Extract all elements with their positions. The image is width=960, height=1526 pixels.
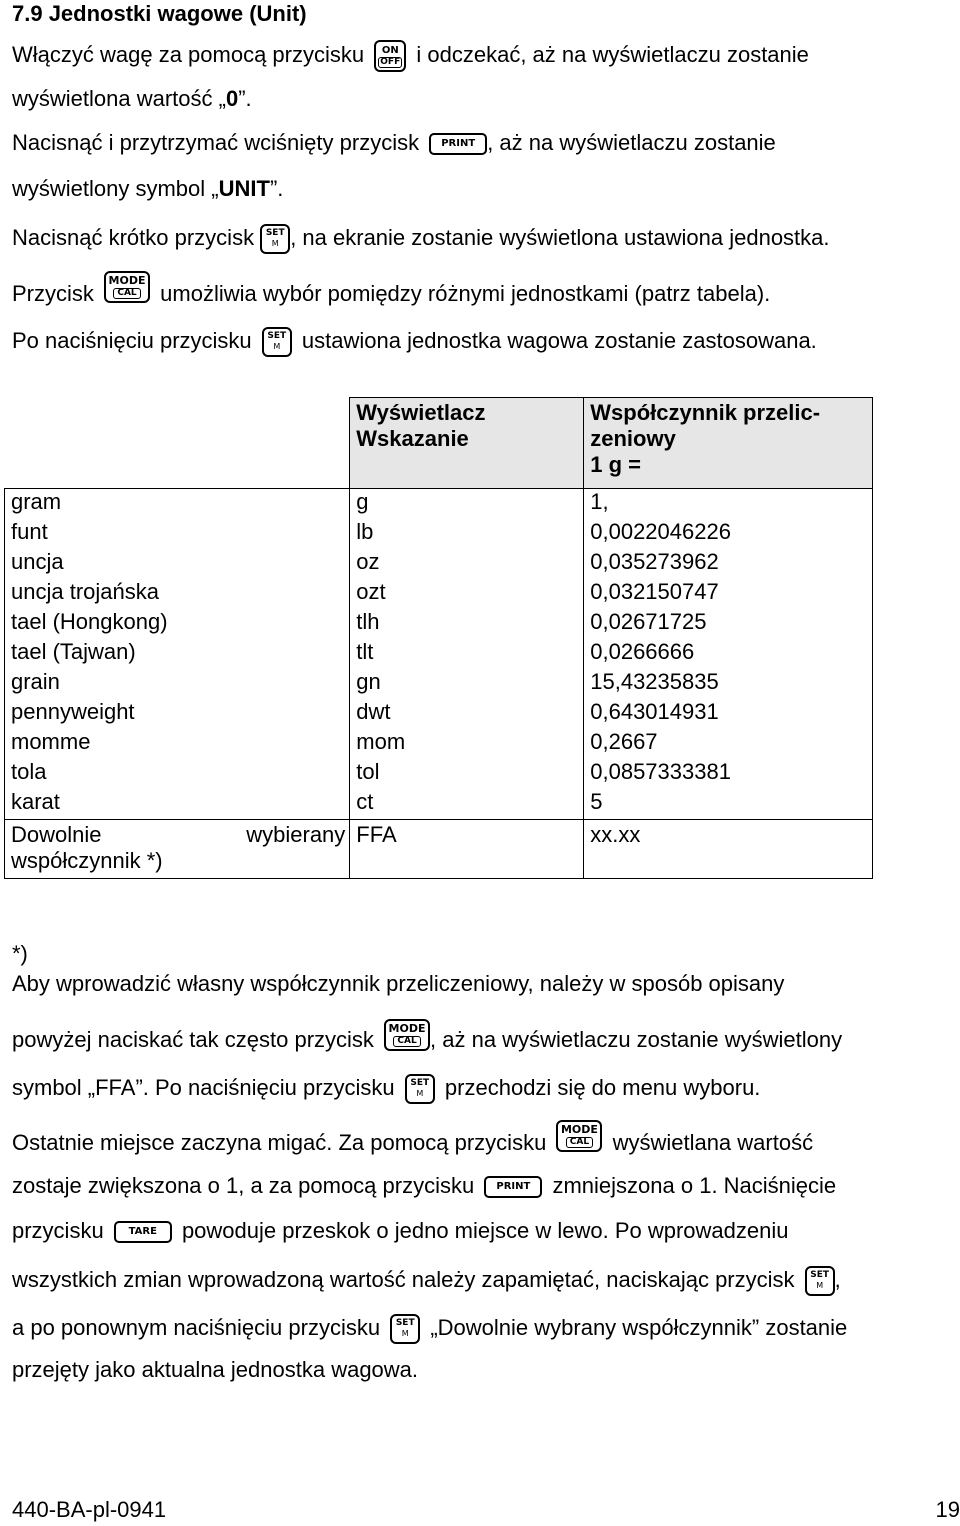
table-row: [5, 699, 873, 729]
note-text: powoduje przeskok o jedno miejsce w lewo. Po wprowadzeniu: [181, 1218, 789, 1243]
header-factor-unit: 1 g =: [590, 452, 641, 477]
intro-line-2: [12, 86, 252, 112]
cell-name: karat: [5, 789, 350, 820]
note-text: wszystkich zmian wprowadzoną wartość należy zapamiętać, naciskając przycisk: [12, 1266, 795, 1292]
note-line-1: Aby wprowadzić własny współczynnik przeliczeniowy, należy w sposób opisany: [12, 971, 785, 996]
table-row: [5, 639, 873, 669]
intro-text: ”.: [238, 86, 252, 111]
intro-line-5: [12, 224, 830, 254]
note-line-2: [12, 1022, 843, 1057]
intro-line-4: [12, 176, 283, 202]
cell-factor: 0,0022046226: [584, 519, 873, 549]
cell-name: tael (Hongkong): [5, 609, 350, 639]
intro-text: wyświetlona wartość „: [12, 86, 226, 111]
cell-factor: 1,: [584, 489, 873, 520]
units-table: [4, 397, 873, 879]
note-text: a po ponownym naciśnięciu przycisku: [12, 1314, 381, 1340]
table-row: [5, 489, 873, 520]
cell-factor: 0,035273962: [584, 549, 873, 579]
cell-name: uncja trojańska: [5, 579, 350, 609]
note-line-8: [12, 1314, 847, 1344]
header-empty-cell: [5, 398, 350, 489]
cell-symbol: gn: [350, 669, 584, 699]
intro-line-1: [12, 40, 809, 72]
intro-text: , aż na wyświetlaczu zostanie: [487, 130, 776, 155]
cell-name: momme: [5, 729, 350, 759]
cell-symbol: FFA: [350, 820, 584, 879]
cell-name-text: Dowolnie: [11, 822, 102, 847]
cell-symbol: ct: [350, 789, 584, 820]
table-row: [5, 519, 873, 549]
print-key-icon: PRINT: [429, 133, 487, 155]
note-text: wyświetlana wartość: [612, 1129, 814, 1155]
mode-cal-key-icon: MODE CAL: [384, 1019, 430, 1051]
header-factor-label: Współczynnik przelic-: [590, 400, 821, 425]
note-text: zmniejszona o 1. Naciśnięcie: [552, 1173, 837, 1198]
intro-line-3: [12, 130, 776, 156]
note-text: symbol „FFA”. Po naciśnięciu przycisku: [12, 1074, 395, 1100]
intro-text: Włączyć wagę za pomocą przycisku: [12, 41, 365, 67]
set-m-key-icon: SET M: [805, 1266, 835, 1296]
cell-name: tael (Tajwan): [5, 639, 350, 669]
section-heading: 7.9 Jednostki wagowe (Unit): [12, 1, 307, 26]
footer-page-number: 19: [935, 1497, 960, 1522]
header-factor-label: zeniowy: [590, 426, 676, 451]
intro-text: wyświetlony symbol „: [12, 176, 219, 201]
intro-text: Przycisk: [12, 280, 94, 306]
intro-value-zero: 0: [225, 86, 239, 111]
intro-line-7: [12, 327, 817, 357]
cell-factor: 0,0266666: [584, 639, 873, 669]
cell-name: uncja: [5, 549, 350, 579]
cell-name: gram: [5, 489, 350, 520]
cell-symbol: oz: [350, 549, 584, 579]
cell-factor: 0,032150747: [584, 579, 873, 609]
cell-name: [5, 820, 350, 879]
note-line-9: przejęty jako aktualna jednostka wagowa.: [12, 1357, 419, 1382]
note-line-6: [12, 1218, 788, 1244]
cell-symbol: mom: [350, 729, 584, 759]
cell-name-text: wybierany: [246, 822, 346, 847]
cell-name: tola: [5, 759, 350, 789]
cell-symbol: ozt: [350, 579, 584, 609]
header-display: [350, 398, 584, 489]
note-text: przycisku: [12, 1218, 104, 1243]
note-line-4: [12, 1123, 814, 1160]
note-line-3: [12, 1074, 760, 1104]
header-indication-label: Wskazanie: [356, 426, 469, 451]
cell-factor: 15,43235835: [584, 669, 873, 699]
table-row: [5, 729, 873, 759]
intro-text: Po naciśnięciu przycisku: [12, 327, 252, 353]
table-row: [5, 609, 873, 639]
print-key-icon: PRINT: [484, 1176, 542, 1198]
intro-text: ustawiona jednostka wagowa zostanie zastosowana.: [301, 327, 817, 353]
cell-symbol: tlh: [350, 609, 584, 639]
note-text: zostaje zwiększona o 1, a za pomocą przycisku: [12, 1173, 475, 1198]
table-row-ffa: [5, 820, 873, 879]
table-row: [5, 759, 873, 789]
intro-line-6: [12, 274, 771, 311]
note-text: Ostatnie miejsce zaczyna migać. Za pomocą przycisku: [12, 1129, 547, 1155]
cell-symbol: tlt: [350, 639, 584, 669]
table-row: [5, 549, 873, 579]
note-text: „Dowolnie wybrany współczynnik” zostanie: [430, 1314, 848, 1340]
header-factor: [584, 398, 873, 489]
note-text: , aż na wyświetlaczu zostanie wyświetlony: [430, 1026, 843, 1052]
cell-factor: xx.xx: [584, 820, 873, 879]
table-header-row: [5, 398, 873, 489]
cell-factor: 0,02671725: [584, 609, 873, 639]
intro-text: Nacisnąć i przytrzymać wciśnięty przycisk: [12, 130, 420, 155]
intro-text: ”.: [269, 176, 284, 201]
table-row: [5, 669, 873, 699]
set-m-key-icon: SET M: [260, 224, 290, 254]
intro-text: , na ekranie zostanie wyświetlona ustawiona jednostka.: [290, 224, 830, 250]
mode-cal-key-icon: MODE CAL: [556, 1120, 602, 1152]
cell-name: grain: [5, 669, 350, 699]
cell-symbol: tol: [350, 759, 584, 789]
note-marker: *): [12, 941, 28, 966]
cell-name: pennyweight: [5, 699, 350, 729]
header-display-label: Wyświetlacz: [356, 400, 486, 425]
set-m-key-icon: SET M: [262, 327, 292, 357]
intro-unit-symbol: UNIT: [218, 176, 270, 201]
intro-text: Nacisnąć krótko przycisk: [12, 224, 255, 250]
cell-symbol: g: [350, 489, 584, 520]
note-text: ,: [834, 1266, 841, 1292]
mode-cal-key-icon: MODE CAL: [104, 271, 150, 303]
note-line-7: [12, 1266, 841, 1296]
tare-key-icon: TARE: [114, 1221, 172, 1243]
cell-factor: 0,2667: [584, 729, 873, 759]
footer-doc-id: 440-BA-pl-0941: [12, 1497, 167, 1522]
note-line-5: [12, 1173, 836, 1199]
intro-text: i odczekać, aż na wyświetlaczu zostanie: [416, 41, 809, 67]
cell-factor: 5: [584, 789, 873, 820]
note-text: przechodzi się do menu wyboru.: [444, 1074, 761, 1100]
cell-factor: 0,643014931: [584, 699, 873, 729]
set-m-key-icon: SET M: [390, 1314, 420, 1344]
set-m-key-icon: SET M: [405, 1074, 435, 1104]
cell-name-text: współczynnik *): [11, 848, 163, 873]
note-text: powyżej naciskać tak często przycisk: [12, 1026, 374, 1052]
cell-symbol: lb: [350, 519, 584, 549]
intro-text: umożliwia wybór pomiędzy różnymi jednostkami (patrz tabela).: [160, 280, 771, 306]
table-row: [5, 789, 873, 820]
cell-name: funt: [5, 519, 350, 549]
cell-symbol: dwt: [350, 699, 584, 729]
on-off-key-icon: ON OFF: [374, 40, 406, 72]
cell-factor: 0,0857333381: [584, 759, 873, 789]
table-row: [5, 579, 873, 609]
